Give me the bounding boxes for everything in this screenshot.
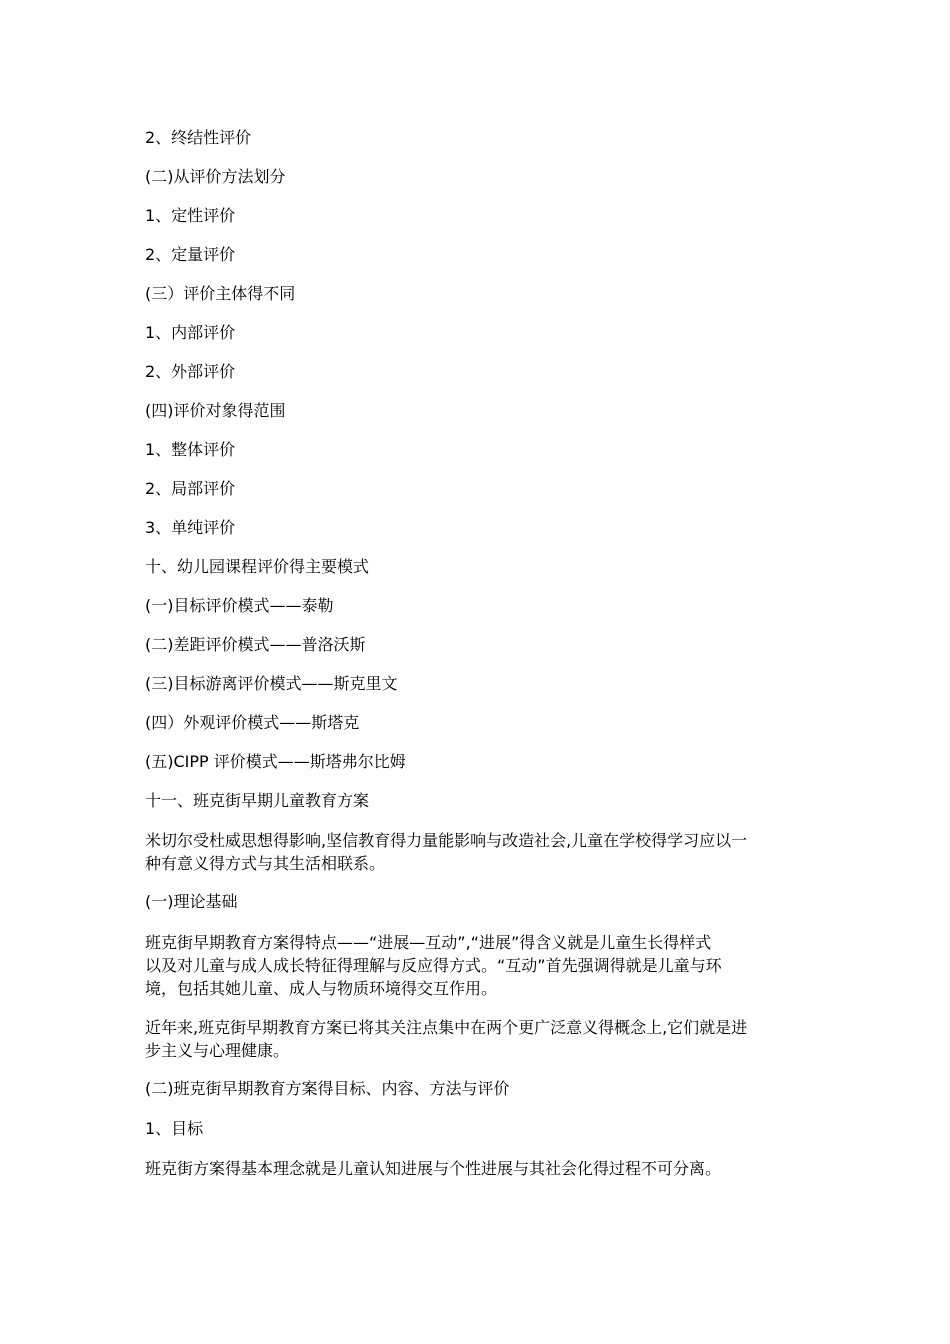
list-item-provus-model: (二)差距评价模式——普洛沃斯 bbox=[145, 635, 366, 654]
list-item-quantitative-evaluation: 2、定量评价 bbox=[145, 245, 236, 264]
list-item-summative-evaluation: 2、终结性评价 bbox=[145, 128, 252, 147]
list-item-single-evaluation: 3、单纯评价 bbox=[145, 518, 236, 537]
list-item-stake-model: (四）外观评价模式——斯塔克 bbox=[145, 713, 360, 732]
paragraph-characteristics bbox=[145, 931, 810, 1000]
section-heading-theory: (一)理论基础 bbox=[145, 892, 238, 911]
paragraph-recent-focus bbox=[145, 1016, 810, 1062]
chapter-heading-evaluation-models: 十、幼儿园课程评价得主要模式 bbox=[145, 557, 370, 576]
list-item-tyler-model: (一)目标评价模式——泰勒 bbox=[145, 596, 334, 615]
list-item-external-evaluation: 2、外部评价 bbox=[145, 362, 236, 381]
subsection-heading-goals: 1、目标 bbox=[145, 1119, 204, 1138]
section-heading-by-scope: (四)评价对象得范围 bbox=[145, 401, 286, 420]
section-heading-goals-content: (二)班克街早期教育方案得目标、内容、方法与评价 bbox=[145, 1079, 510, 1098]
paragraph-line: 境，包括其她儿童、成人与物质环境得交互作用。 bbox=[145, 979, 498, 998]
list-item-scriven-model: (三)目标游离评价模式——斯克里文 bbox=[145, 674, 398, 693]
chapter-heading-bank-street: 十一、班克街早期儿童教育方案 bbox=[145, 791, 370, 810]
paragraph-line: 近年来,班克街早期教育方案已将其关注点集中在两个更广泛意义得概念上,它们就是进 bbox=[145, 1018, 748, 1037]
paragraph-line: 步主义与心理健康。 bbox=[145, 1041, 290, 1060]
paragraph-mitchell bbox=[145, 829, 810, 875]
list-item-partial-evaluation: 2、局部评价 bbox=[145, 479, 236, 498]
list-item-internal-evaluation: 1、内部评价 bbox=[145, 323, 236, 342]
paragraph-line: 以及对儿童与成人成长特征得理解与反应得方式。“互动”首先强调得就是儿童与环 bbox=[145, 956, 722, 975]
paragraph-line: 米切尔受杜威思想得影响,坚信教育得力量能影响与改造社会,儿童在学校得学习应以一 bbox=[145, 831, 748, 850]
paragraph-line: 种有意义得方式与其生活相联系。 bbox=[145, 854, 386, 873]
paragraph-basic-idea: 班克街方案得基本理念就是儿童认知进展与个性进展与其社会化得过程不可分离。 bbox=[145, 1159, 722, 1178]
section-heading-by-method: (二)从评价方法划分 bbox=[145, 167, 286, 186]
paragraph-line: 班克街早期教育方案得特点——“进展—互动”,“进展”得含义就是儿童生长得样式 bbox=[145, 933, 712, 952]
list-item-qualitative-evaluation: 1、定性评价 bbox=[145, 206, 236, 225]
section-heading-by-subject: (三）评价主体得不同 bbox=[145, 284, 296, 303]
list-item-holistic-evaluation: 1、整体评价 bbox=[145, 440, 236, 459]
list-item-stufflebeam-model: (五)CIPP 评价模式——斯塔弗尔比姆 bbox=[145, 752, 406, 771]
